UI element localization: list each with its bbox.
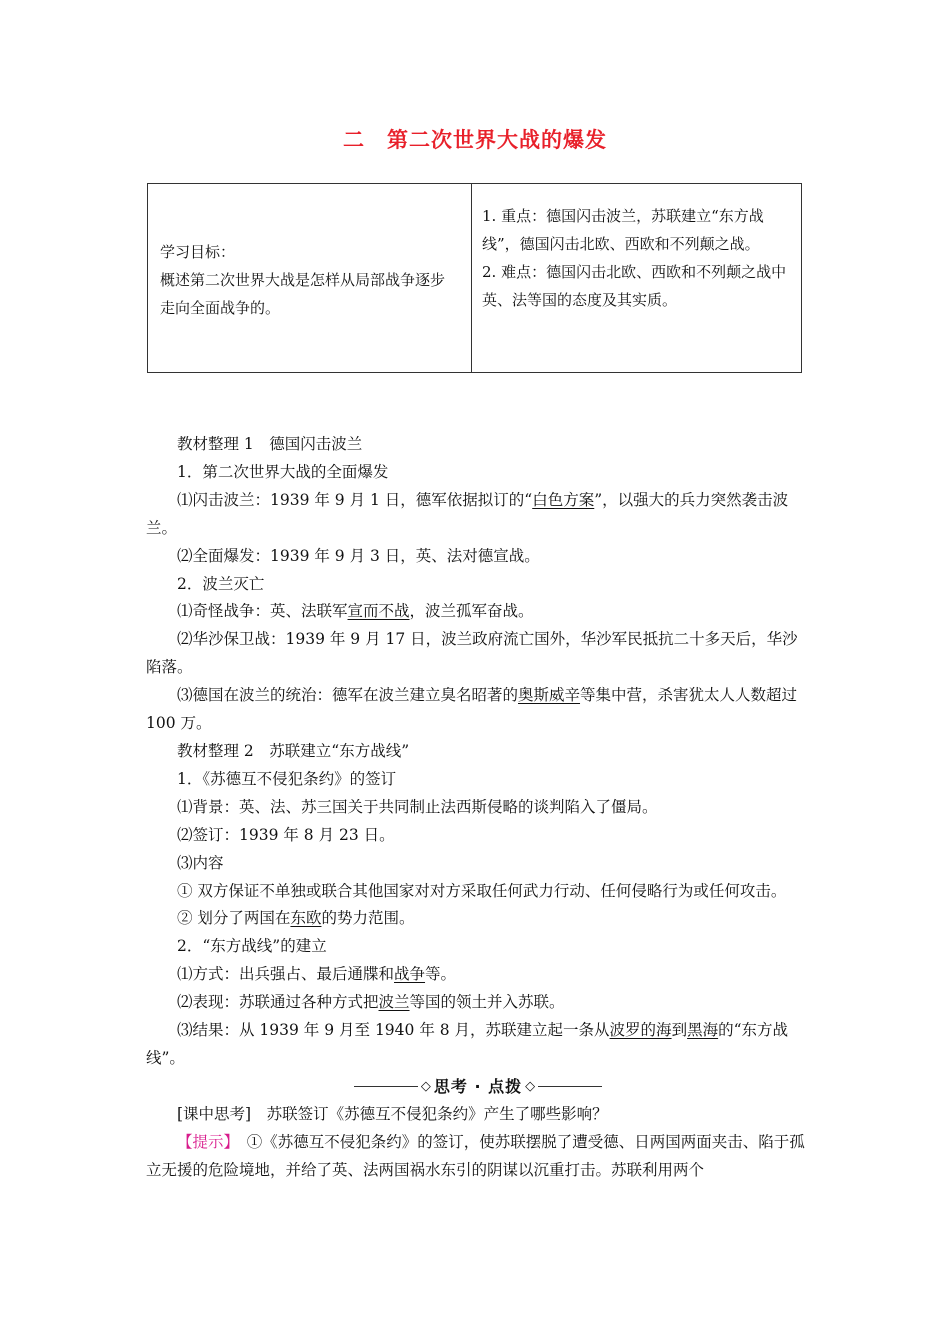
- tip-label: 【提示】: [177, 1132, 232, 1151]
- paragraph: ⑶内容: [177, 853, 224, 872]
- paragraph: 2．波兰灭亡: [177, 574, 265, 593]
- underlined-term: 东欧: [290, 909, 322, 928]
- paragraph: ⑵华沙保卫战：1939 年 9 月 17 日，波兰政府流亡国外，华沙军民抵抗二十多天后，华沙陷落。: [146, 630, 798, 677]
- goals-left-cell: [148, 184, 472, 372]
- underlined-term: 波兰: [378, 993, 410, 1012]
- underlined-term: 宣而不战: [347, 602, 410, 621]
- paragraph: 2．“东方战线”的建立: [177, 937, 327, 956]
- underlined-term: 战争: [394, 965, 426, 984]
- paragraph: 1．第二次世界大战的全面爆发: [177, 462, 389, 481]
- paragraph: ⑶结果：从 1939 年 9 月至 1940 年 8 月，苏联建立起一条从波罗的海到黑海的“东方战线”。: [146, 1021, 789, 1067]
- think-tip: 【提示】 ①《苏德互不侵犯条约》的签订，使苏联摆脱了遭受德、日两国两面夹击、陷于孤立无援的危险境地，并给了英、法两国祸水东引的阴谋以沉重打击。苏联利用两个: [146, 1132, 805, 1179]
- paragraph: ⑴背景：英、法、苏三国关于共同制止法西斯侵略的谈判陷入了僵局。: [177, 797, 658, 816]
- paragraph: ⑴方式：出兵强占、最后通牒和战争等。: [177, 965, 457, 984]
- diamond-icon: ◇: [420, 1078, 431, 1094]
- paragraph: ⑶德国在波兰的统治：德军在波兰建立臭名昭著的奥斯威辛等集中营，杀害犹太人人数超过 100 万。: [146, 686, 798, 733]
- think-divider: [146, 1073, 810, 1101]
- main-content: [146, 431, 810, 1185]
- diamond-icon: ◇: [525, 1078, 536, 1094]
- page-title: 二 第二次世界大战的爆发: [343, 128, 607, 152]
- paragraph: ⑴闪击波兰：1939 年 9 月 1 日，德军依据拟订的“白色方案”，以强大的兵力突然袭击波兰。: [146, 490, 789, 537]
- divider-label: 思考 · 点拨: [433, 1076, 523, 1096]
- goals-label: 学习目标：: [160, 243, 236, 261]
- paragraph: ① 双方保证不单独或联合其他国家对对方采取任何武力行动、任何侵略行为或任何攻击。: [177, 881, 787, 900]
- paragraph: 1．《苏德互不侵犯条约》的签订: [177, 769, 397, 788]
- underlined-term: 奥斯威辛: [518, 686, 581, 705]
- underlined-term: 黑海: [687, 1021, 719, 1040]
- goals-right-cell: [472, 184, 801, 372]
- paragraph: ② 划分了两国在东欧的势力范围。: [177, 909, 415, 928]
- section-heading: 教材整理 2 苏联建立“东方战线”: [177, 741, 410, 760]
- learning-goals-table: [147, 183, 802, 373]
- paragraph: ⑵全面爆发：1939 年 9 月 3 日，英、法对德宣战。: [177, 546, 540, 565]
- goals-difficult-points: 2. 难点：德国闪击北欧、西欧和不列颠之战中英、法等国的态度及其实质。: [482, 263, 787, 309]
- paragraph: ⑵表现：苏联通过各种方式把波兰等国的领土并入苏联。: [177, 993, 565, 1012]
- goals-text: 概述第二次世界大战是怎样从局部战争逐步走向全面战争的。: [160, 271, 446, 317]
- section-heading: 教材整理 1 德国闪击波兰: [177, 435, 363, 453]
- underlined-term: 波罗的海: [609, 1021, 672, 1040]
- divider-line: [538, 1086, 602, 1087]
- divider-line: [354, 1086, 418, 1087]
- underlined-term: 白色方案: [532, 490, 595, 509]
- paragraph: ⑵签订：1939 年 8 月 23 日。: [177, 825, 395, 844]
- paragraph: ⑴奇怪战争：英、法联军宣而不战，波兰孤军奋战。: [177, 602, 534, 621]
- goals-key-points: 1. 重点：德国闪击波兰，苏联建立“东方战线”，德国闪击北欧、西欧和不列颠之战。: [482, 207, 764, 253]
- think-question: [课中思考] 苏联签订《苏德互不侵犯条约》产生了哪些影响？: [177, 1104, 608, 1123]
